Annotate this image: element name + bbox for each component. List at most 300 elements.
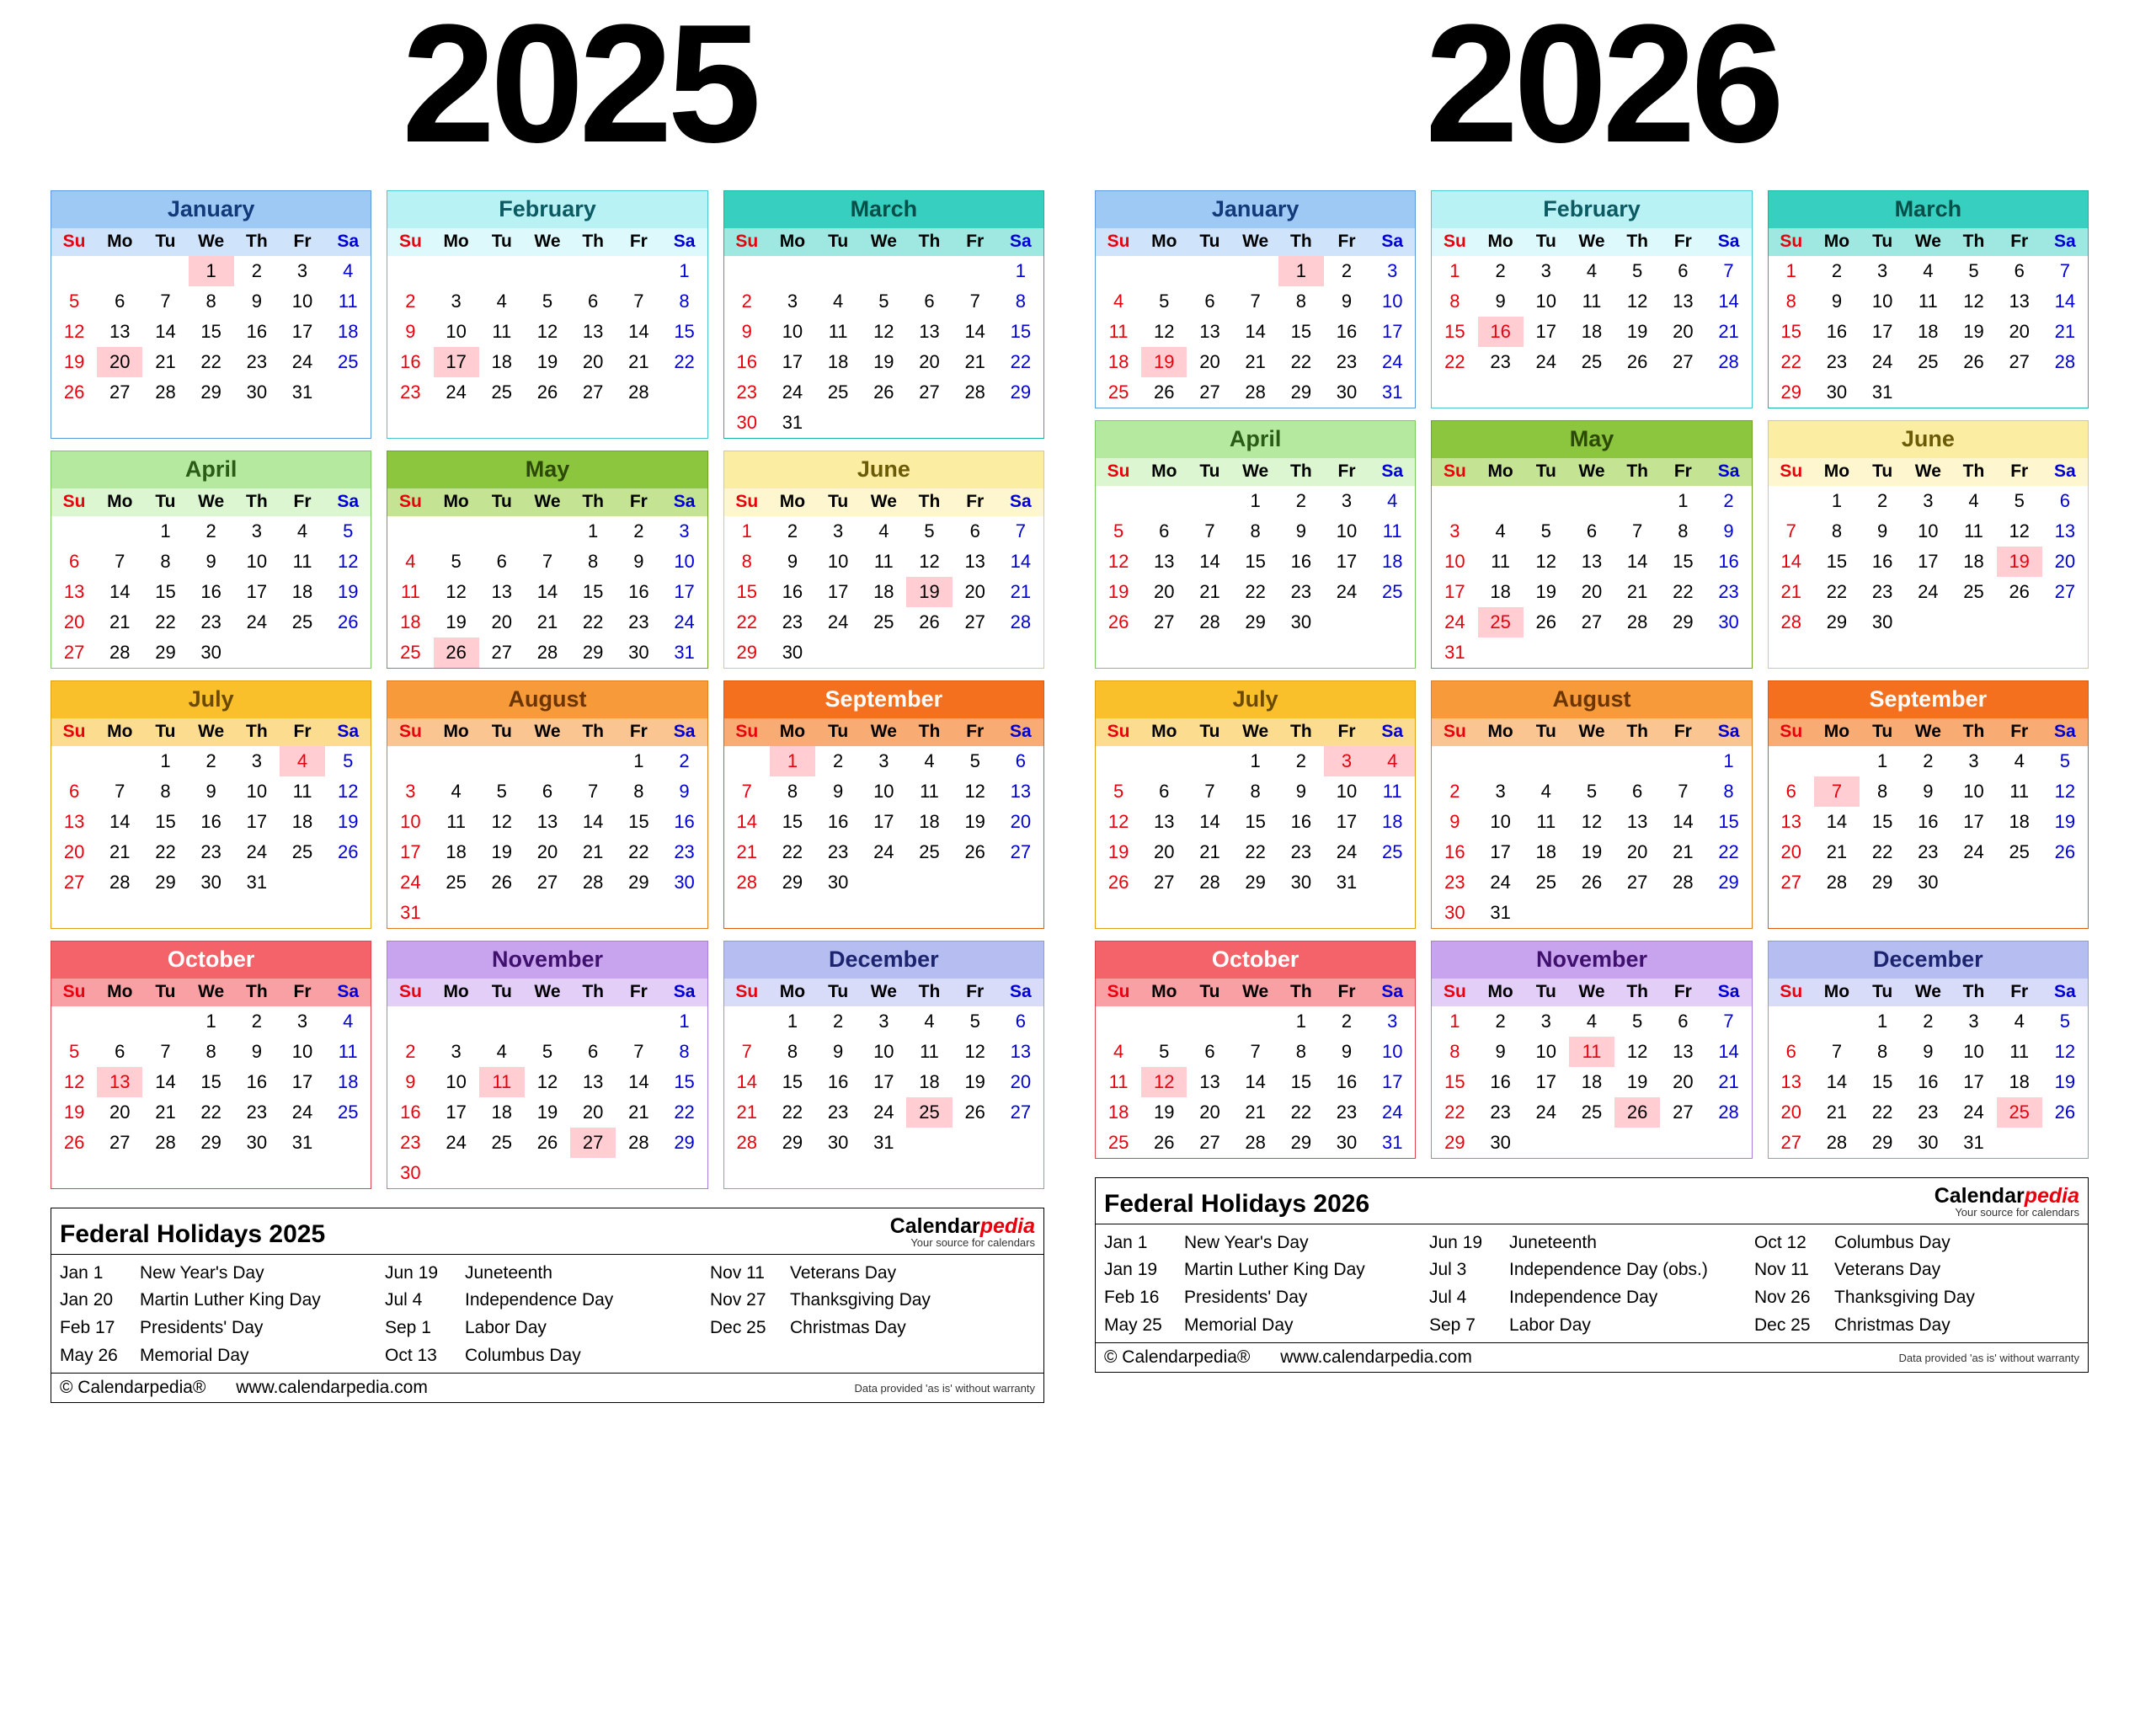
weekday-mo: Mo bbox=[770, 488, 815, 516]
weekday-mo: Mo bbox=[1478, 718, 1524, 746]
week-row: 2 3 4 5 6 7 8 bbox=[405, 1041, 690, 1062]
weekday-tu: Tu bbox=[1524, 458, 1569, 486]
holiday-date: Jul 4 bbox=[385, 1290, 423, 1310]
weekday-mo: Mo bbox=[770, 979, 815, 1006]
weekday-sa: Sa bbox=[1705, 718, 1751, 746]
weekday-sa: Sa bbox=[998, 488, 1043, 516]
week-row: 1 2 3 4 bbox=[1096, 746, 1415, 776]
holiday-name: Independence Day bbox=[1509, 1287, 1658, 1307]
holiday-name: Veterans Day bbox=[790, 1262, 897, 1283]
weekday-sa: Sa bbox=[1705, 228, 1751, 256]
weekday-su: Su bbox=[1096, 718, 1141, 746]
weekday-su: Su bbox=[51, 488, 97, 516]
week-row: 18 19 20 21 22 23 24 bbox=[400, 611, 695, 632]
weekday-fr: Fr bbox=[1660, 718, 1705, 746]
weekday-th: Th bbox=[1951, 458, 1996, 486]
week-row: 5 6 7 8 9 10 11 bbox=[68, 1041, 358, 1062]
weekday-th: Th bbox=[234, 488, 280, 516]
weekday-fr: Fr bbox=[1997, 228, 2042, 256]
week-row: 21 22 23 24 25 26 27 bbox=[736, 841, 1032, 862]
disclaimer-text: Data provided 'as is' without warranty bbox=[1898, 1351, 2079, 1364]
weekday-su: Su bbox=[1432, 979, 1477, 1006]
weekday-tu: Tu bbox=[1860, 718, 1905, 746]
weekday-we: We bbox=[525, 979, 570, 1006]
week-row: 21 22 23 24 25 26 27 bbox=[724, 1097, 1043, 1128]
week-row: 27 28 29 30 bbox=[63, 642, 221, 663]
week-row: 27 28 29 30 31 bbox=[1780, 1132, 1984, 1153]
weekday-fr: Fr bbox=[953, 979, 998, 1006]
holiday-column bbox=[385, 1260, 710, 1369]
holiday-name: Columbus Day bbox=[465, 1345, 581, 1365]
weekday-sa: Sa bbox=[661, 228, 707, 256]
week-row: 24 25 26 27 28 29 30 bbox=[1432, 607, 1751, 637]
weekday-sa: Sa bbox=[2042, 979, 2088, 1006]
week-row: 19 20 21 22 23 24 25 bbox=[51, 347, 371, 377]
weekday-sa: Sa bbox=[661, 718, 707, 746]
week-row: 31 bbox=[1444, 642, 1465, 663]
weekday-mo: Mo bbox=[770, 228, 815, 256]
holiday-item bbox=[60, 1342, 385, 1370]
week-row: 12 13 14 15 16 17 18 bbox=[63, 321, 359, 342]
weekday-we: We bbox=[861, 718, 906, 746]
week-row: 1 2 3 4 5 6 7 bbox=[1449, 260, 1734, 281]
month-name: April bbox=[51, 451, 371, 488]
week-row: 2 3 4 5 6 7 8 bbox=[405, 291, 690, 312]
week-row: 9 10 11 12 13 14 15 bbox=[387, 1067, 707, 1097]
weekday-fr: Fr bbox=[1660, 228, 1705, 256]
month-name: May bbox=[387, 451, 707, 488]
weekday-we: We bbox=[861, 979, 906, 1006]
weekday-tu: Tu bbox=[1524, 718, 1569, 746]
holiday-date: Nov 27 bbox=[710, 1290, 766, 1310]
week-row: 20 21 22 23 24 25 26 bbox=[1769, 1097, 2088, 1128]
holiday-name: New Year's Day bbox=[140, 1262, 264, 1283]
year-title-2026: 2026 bbox=[1425, 0, 1780, 178]
week-row: 12 13 14 15 16 17 18 bbox=[51, 1067, 371, 1097]
weekday-th: Th bbox=[1614, 718, 1660, 746]
holiday-item bbox=[385, 1260, 710, 1288]
holiday-name: Presidents' Day bbox=[140, 1317, 264, 1337]
week-row: 11 12 13 14 15 16 17 bbox=[401, 581, 695, 602]
weekday-sa: Sa bbox=[1705, 979, 1751, 1006]
weekday-fr: Fr bbox=[1324, 228, 1369, 256]
month-name: May bbox=[1432, 421, 1751, 458]
weekday-we: We bbox=[189, 228, 234, 256]
weekday-we: We bbox=[861, 488, 906, 516]
week-row: 5 6 7 8 9 10 11 bbox=[68, 291, 358, 312]
holiday-item bbox=[710, 1287, 1035, 1315]
year-titles bbox=[51, 0, 2105, 178]
holiday-date: Jan 1 bbox=[1104, 1232, 1148, 1252]
week-row: 12 13 14 15 16 17 18 bbox=[1107, 551, 1403, 572]
weekday-sa: Sa bbox=[325, 979, 371, 1006]
week-row: 1 2 3 bbox=[1295, 1011, 1398, 1032]
weekday-mo: Mo bbox=[97, 718, 142, 746]
weekday-fr: Fr bbox=[1324, 979, 1369, 1006]
week-row: 18 19 20 21 22 23 24 bbox=[1096, 347, 1415, 377]
week-row: 1 2 3 4 bbox=[1250, 490, 1398, 511]
week-row: 12 13 14 15 16 17 18 bbox=[1107, 811, 1403, 832]
weekday-su: Su bbox=[1432, 458, 1477, 486]
calendar-year-2026 bbox=[1095, 190, 2089, 1403]
weekday-sa: Sa bbox=[2042, 228, 2088, 256]
week-row: 9 10 11 12 13 14 15 bbox=[1449, 811, 1739, 832]
month-name: September bbox=[724, 681, 1043, 718]
brand-tagline: Your source for calendars bbox=[1955, 1206, 2079, 1219]
month-name: March bbox=[1769, 191, 2088, 228]
week-row bbox=[1432, 377, 1751, 408]
weekday-su: Su bbox=[387, 718, 433, 746]
weekday-th: Th bbox=[1951, 979, 1996, 1006]
holiday-item bbox=[710, 1260, 1035, 1288]
weekday-mo: Mo bbox=[97, 488, 142, 516]
weekday-we: We bbox=[861, 228, 906, 256]
weekday-we: We bbox=[189, 488, 234, 516]
week-row: 28 29 30 bbox=[1780, 611, 1893, 632]
holiday-item bbox=[1429, 1284, 1754, 1312]
month-november-2026 bbox=[1431, 941, 1752, 1159]
brand-name-part2: pedia bbox=[2024, 1184, 2079, 1208]
week-row: 13 14 15 16 17 18 19 bbox=[63, 581, 359, 602]
weekday-sa: Sa bbox=[2042, 458, 2088, 486]
month-april-2025 bbox=[51, 451, 371, 669]
holiday-name: Christmas Day bbox=[1834, 1315, 1951, 1335]
weekday-sa: Sa bbox=[1369, 228, 1415, 256]
holiday-date: Jan 19 bbox=[1104, 1260, 1158, 1280]
holiday-date: Sep 7 bbox=[1429, 1315, 1476, 1335]
holiday-item bbox=[1104, 1284, 1429, 1312]
holiday-item bbox=[1104, 1230, 1429, 1257]
week-row: 30 bbox=[400, 1162, 421, 1183]
weekday-we: We bbox=[1905, 718, 1951, 746]
week-row: 29 30 bbox=[1444, 1132, 1511, 1153]
weekday-tu: Tu bbox=[1860, 458, 1905, 486]
weekday-th: Th bbox=[906, 718, 952, 746]
month-february-2026 bbox=[1431, 190, 1752, 408]
weekday-fr: Fr bbox=[953, 718, 998, 746]
weekday-sa: Sa bbox=[998, 718, 1043, 746]
week-row: 15 16 17 18 19 20 21 bbox=[1432, 317, 1751, 347]
weekday-mo: Mo bbox=[1478, 228, 1524, 256]
weekday-th: Th bbox=[570, 488, 616, 516]
week-row: 1 2 3 4 bbox=[51, 256, 371, 286]
weekday-fr: Fr bbox=[616, 979, 661, 1006]
weekday-su: Su bbox=[1432, 228, 1477, 256]
weekday-tu: Tu bbox=[142, 488, 188, 516]
week-row: 1 2 3 4 5 bbox=[51, 746, 371, 776]
weekday-th: Th bbox=[1278, 458, 1324, 486]
holiday-name: Columbus Day bbox=[1834, 1232, 1951, 1252]
week-row: 25 26 27 28 29 30 31 bbox=[1107, 381, 1403, 403]
week-row: 1 bbox=[1015, 260, 1027, 281]
website-link[interactable]: www.calendarpedia.com bbox=[1280, 1347, 1472, 1368]
weekday-we: We bbox=[1233, 979, 1278, 1006]
month-december-2025 bbox=[723, 941, 1044, 1189]
weekday-fr: Fr bbox=[1997, 458, 2042, 486]
brand-name-part1: Calendar bbox=[889, 1214, 980, 1238]
holiday-item bbox=[60, 1287, 385, 1315]
weekday-mo: Mo bbox=[1814, 718, 1860, 746]
week-row: 13 14 15 16 17 18 19 bbox=[63, 811, 359, 832]
holiday-date: Sep 1 bbox=[385, 1317, 431, 1337]
month-january-2025 bbox=[51, 190, 371, 439]
weekday-fr: Fr bbox=[1660, 458, 1705, 486]
week-row: 1 2 bbox=[633, 750, 690, 771]
week-row: 26 27 28 29 30 31 bbox=[1107, 872, 1358, 893]
weekday-su: Su bbox=[1769, 228, 1814, 256]
week-row: 23 24 25 26 27 28 29 bbox=[1444, 872, 1739, 893]
month-name: June bbox=[1769, 421, 2088, 458]
weekday-th: Th bbox=[234, 718, 280, 746]
weekday-su: Su bbox=[724, 488, 770, 516]
holiday-item bbox=[60, 1315, 385, 1342]
week-row: 6 7 8 9 10 11 12 bbox=[68, 781, 359, 802]
week-row: 15 16 17 18 19 20 21 bbox=[1780, 321, 2076, 342]
weekday-sa: Sa bbox=[1369, 979, 1415, 1006]
week-row: 25 26 27 28 29 30 31 bbox=[387, 637, 707, 668]
weekday-su: Su bbox=[724, 979, 770, 1006]
week-row: 1 bbox=[679, 260, 690, 281]
week-row: 16 17 18 19 20 21 22 bbox=[400, 1102, 695, 1123]
week-row: 8 9 10 11 12 13 14 bbox=[1449, 291, 1739, 312]
month-august-2025 bbox=[387, 680, 707, 929]
holiday-column bbox=[1754, 1230, 2079, 1339]
week-row: 2 3 4 5 6 7 8 bbox=[741, 291, 1027, 312]
weekday-su: Su bbox=[1769, 718, 1814, 746]
weekday-fr: Fr bbox=[1660, 979, 1705, 1006]
week-row: 16 17 18 19 20 21 22 bbox=[387, 347, 707, 377]
week-row: 1 bbox=[679, 1011, 690, 1032]
weekday-th: Th bbox=[906, 228, 952, 256]
week-row: 22 23 24 25 26 27 28 bbox=[1780, 351, 2076, 372]
week-row: 26 27 28 29 30 31 bbox=[63, 381, 313, 403]
week-row: 1 2 3 4 5 6 bbox=[724, 746, 1043, 776]
weekday-th: Th bbox=[1614, 458, 1660, 486]
months-grid-2025 bbox=[51, 190, 1044, 1189]
weekday-fr: Fr bbox=[953, 488, 998, 516]
week-row: 1 2 3 bbox=[1096, 256, 1415, 286]
holidays-box-2026 bbox=[1095, 1177, 2089, 1373]
weekday-mo: Mo bbox=[434, 488, 479, 516]
holiday-name: Independence Day bbox=[465, 1290, 614, 1310]
week-row: 21 22 23 24 25 26 27 bbox=[1780, 581, 2076, 602]
week-row: 1 2 bbox=[1678, 490, 1734, 511]
holiday-name: Veterans Day bbox=[1834, 1260, 1941, 1280]
weekday-we: We bbox=[525, 228, 570, 256]
weekday-sa: Sa bbox=[998, 979, 1043, 1006]
week-row: 5 6 7 8 9 10 11 bbox=[1113, 781, 1402, 802]
holiday-date: Jan 20 bbox=[60, 1290, 114, 1310]
month-name: August bbox=[387, 681, 707, 718]
holiday-name: Martin Luther King Day bbox=[140, 1290, 321, 1310]
weekday-we: We bbox=[525, 718, 570, 746]
week-row: 1 2 3 4 5 bbox=[1877, 1011, 2071, 1032]
weekday-tu: Tu bbox=[479, 488, 525, 516]
week-row: 1 2 3 4 5 6 bbox=[787, 1011, 1027, 1032]
week-row: 11 12 13 14 15 16 17 bbox=[1096, 1067, 1415, 1097]
holiday-date: Jul 4 bbox=[1429, 1287, 1467, 1307]
weekday-we: We bbox=[1233, 718, 1278, 746]
holiday-item bbox=[710, 1315, 1035, 1342]
weekday-su: Su bbox=[1769, 979, 1814, 1006]
brand-tagline: Your source for calendars bbox=[910, 1236, 1035, 1250]
weekday-th: Th bbox=[1278, 979, 1324, 1006]
week-row: 27 28 29 30 31 bbox=[63, 872, 268, 893]
weekday-th: Th bbox=[234, 228, 280, 256]
holiday-name: Thanksgiving Day bbox=[790, 1290, 931, 1310]
brand-name-part1: Calendar bbox=[1934, 1184, 2025, 1208]
weekday-tu: Tu bbox=[1860, 228, 1905, 256]
week-row: 20 21 22 23 24 25 26 bbox=[63, 611, 359, 632]
week-row: 4 5 6 7 8 9 10 bbox=[1113, 1041, 1403, 1062]
month-name: April bbox=[1096, 421, 1415, 458]
holiday-name: Juneteenth bbox=[465, 1262, 552, 1283]
weekday-su: Su bbox=[51, 979, 97, 1006]
weekday-fr: Fr bbox=[280, 488, 325, 516]
month-name: December bbox=[1769, 942, 2088, 979]
weekday-we: We bbox=[189, 718, 234, 746]
week-row: 3 4 5 6 7 8 9 bbox=[1449, 520, 1734, 541]
week-row: 1 2 3 4 5 6 7 bbox=[1785, 260, 2071, 281]
weekday-we: We bbox=[1905, 979, 1951, 1006]
week-row: 14 15 16 17 18 19 20 bbox=[736, 1071, 1032, 1092]
weekday-sa: Sa bbox=[1369, 458, 1415, 486]
holiday-item bbox=[60, 1260, 385, 1288]
weekday-su: Su bbox=[51, 718, 97, 746]
week-row: 14 15 16 17 18 19 20 bbox=[1769, 547, 2088, 577]
brand-name-part2: pedia bbox=[979, 1214, 1035, 1238]
month-name: August bbox=[1432, 681, 1751, 718]
week-row: 17 18 19 20 21 22 23 bbox=[1444, 581, 1739, 602]
holiday-item bbox=[1754, 1284, 2079, 1312]
weekday-we: We bbox=[1905, 458, 1951, 486]
week-row: 26 27 28 29 30 31 bbox=[63, 1132, 313, 1153]
holiday-date: Jun 19 bbox=[1429, 1232, 1483, 1252]
week-row: 30 31 bbox=[1444, 902, 1511, 923]
month-name: February bbox=[1432, 191, 1751, 228]
weekday-mo: Mo bbox=[434, 718, 479, 746]
weekday-fr: Fr bbox=[1324, 718, 1369, 746]
weekday-su: Su bbox=[387, 979, 433, 1006]
month-march-2025 bbox=[723, 190, 1044, 439]
holiday-name: Martin Luther King Day bbox=[1184, 1260, 1365, 1280]
weekday-fr: Fr bbox=[280, 228, 325, 256]
month-name: July bbox=[51, 681, 371, 718]
week-row: 2 3 4 5 6 7 8 bbox=[1449, 781, 1734, 802]
week-row: 1 2 3 4 5 6 7 bbox=[741, 520, 1027, 541]
weekday-mo: Mo bbox=[1141, 458, 1187, 486]
weekday-fr: Fr bbox=[616, 488, 661, 516]
month-name: July bbox=[1096, 681, 1415, 718]
weekday-fr: Fr bbox=[616, 228, 661, 256]
weekday-mo: Mo bbox=[1141, 979, 1187, 1006]
holiday-name: Presidents' Day bbox=[1184, 1287, 1308, 1307]
weekday-tu: Tu bbox=[142, 718, 188, 746]
month-july-2025 bbox=[51, 680, 371, 929]
week-row: 15 16 17 18 19 20 21 bbox=[724, 577, 1043, 607]
weekday-su: Su bbox=[1096, 228, 1141, 256]
weekday-tu: Tu bbox=[479, 228, 525, 256]
holiday-item bbox=[1104, 1256, 1429, 1284]
holiday-item bbox=[1429, 1312, 1754, 1340]
week-row: 13 14 15 16 17 18 19 bbox=[1780, 811, 2076, 832]
week-row: 1 bbox=[1723, 750, 1734, 771]
weekday-sa: Sa bbox=[1705, 458, 1751, 486]
brand-logo bbox=[890, 1215, 1035, 1249]
weekday-tu: Tu bbox=[1524, 228, 1569, 256]
holiday-name: Thanksgiving Day bbox=[1834, 1287, 1975, 1307]
week-row: 25 26 27 28 29 30 31 bbox=[1107, 1132, 1403, 1153]
month-september-2026 bbox=[1768, 680, 2089, 929]
week-row: 4 5 6 7 8 9 10 bbox=[405, 551, 695, 572]
holiday-column bbox=[60, 1260, 385, 1369]
weekday-tu: Tu bbox=[1187, 458, 1232, 486]
weekday-sa: Sa bbox=[1369, 718, 1415, 746]
holiday-date: May 26 bbox=[60, 1345, 118, 1365]
week-row: 29 30 31 bbox=[1780, 381, 1893, 403]
week-row: 5 6 7 8 9 10 11 bbox=[1113, 520, 1402, 541]
weekday-mo: Mo bbox=[1814, 979, 1860, 1006]
holidays-title: Federal Holidays 2025 bbox=[60, 1219, 326, 1248]
week-row: 22 23 24 25 26 27 28 bbox=[736, 611, 1032, 632]
week-row: 16 17 18 19 20 21 22 bbox=[736, 351, 1032, 372]
month-name: January bbox=[51, 191, 371, 228]
weekday-sa: Sa bbox=[661, 979, 707, 1006]
week-row: 28 29 30 31 bbox=[736, 1132, 894, 1153]
weekday-tu: Tu bbox=[479, 979, 525, 1006]
week-row: 15 16 17 18 19 20 21 bbox=[1444, 1071, 1739, 1092]
week-row: 23 24 25 26 27 28 29 bbox=[387, 1128, 707, 1158]
week-row: 31 bbox=[400, 902, 421, 923]
week-row: 22 23 24 25 26 27 28 bbox=[1432, 1097, 1751, 1128]
website-link[interactable]: www.calendarpedia.com bbox=[236, 1378, 428, 1398]
holiday-date: Nov 26 bbox=[1754, 1287, 1811, 1307]
week-row: 19 20 21 22 23 24 25 bbox=[1107, 581, 1403, 602]
weekday-fr: Fr bbox=[616, 718, 661, 746]
weekday-we: We bbox=[189, 979, 234, 1006]
weekday-we: We bbox=[1905, 228, 1951, 256]
weekday-th: Th bbox=[906, 488, 952, 516]
week-row: 9 10 11 12 13 14 15 bbox=[741, 321, 1032, 342]
weekday-we: We bbox=[1233, 458, 1278, 486]
week-row: 17 18 19 20 21 22 23 bbox=[400, 841, 695, 862]
weekday-sa: Sa bbox=[325, 228, 371, 256]
weekday-su: Su bbox=[1096, 979, 1141, 1006]
week-row: 3 4 5 6 7 8 9 bbox=[405, 781, 690, 802]
week-row: 7 8 9 10 11 12 13 bbox=[1785, 520, 2076, 541]
holiday-date: Feb 16 bbox=[1104, 1287, 1160, 1307]
month-october-2026 bbox=[1095, 941, 1416, 1159]
week-row: 1 2 3 4 5 bbox=[1877, 750, 2071, 771]
weekday-mo: Mo bbox=[434, 979, 479, 1006]
week-row: 19 20 21 22 23 24 25 bbox=[1107, 841, 1403, 862]
month-name: January bbox=[1096, 191, 1415, 228]
weekday-sa: Sa bbox=[325, 718, 371, 746]
month-name: September bbox=[1769, 681, 2088, 718]
week-row: 6 7 8 9 10 11 12 bbox=[68, 551, 359, 572]
weekday-mo: Mo bbox=[97, 228, 142, 256]
weekday-tu: Tu bbox=[815, 979, 861, 1006]
weekday-sa: Sa bbox=[2042, 718, 2088, 746]
weekday-mo: Mo bbox=[1478, 458, 1524, 486]
holiday-name: Christmas Day bbox=[790, 1317, 906, 1337]
weekday-we: We bbox=[1569, 458, 1614, 486]
calendar-year-2025 bbox=[51, 190, 1044, 1403]
month-september-2025 bbox=[723, 680, 1044, 929]
week-row: 11 12 13 14 15 16 17 bbox=[1108, 321, 1403, 342]
months-grid-2026 bbox=[1095, 190, 2089, 1159]
holiday-date: Feb 17 bbox=[60, 1317, 115, 1337]
